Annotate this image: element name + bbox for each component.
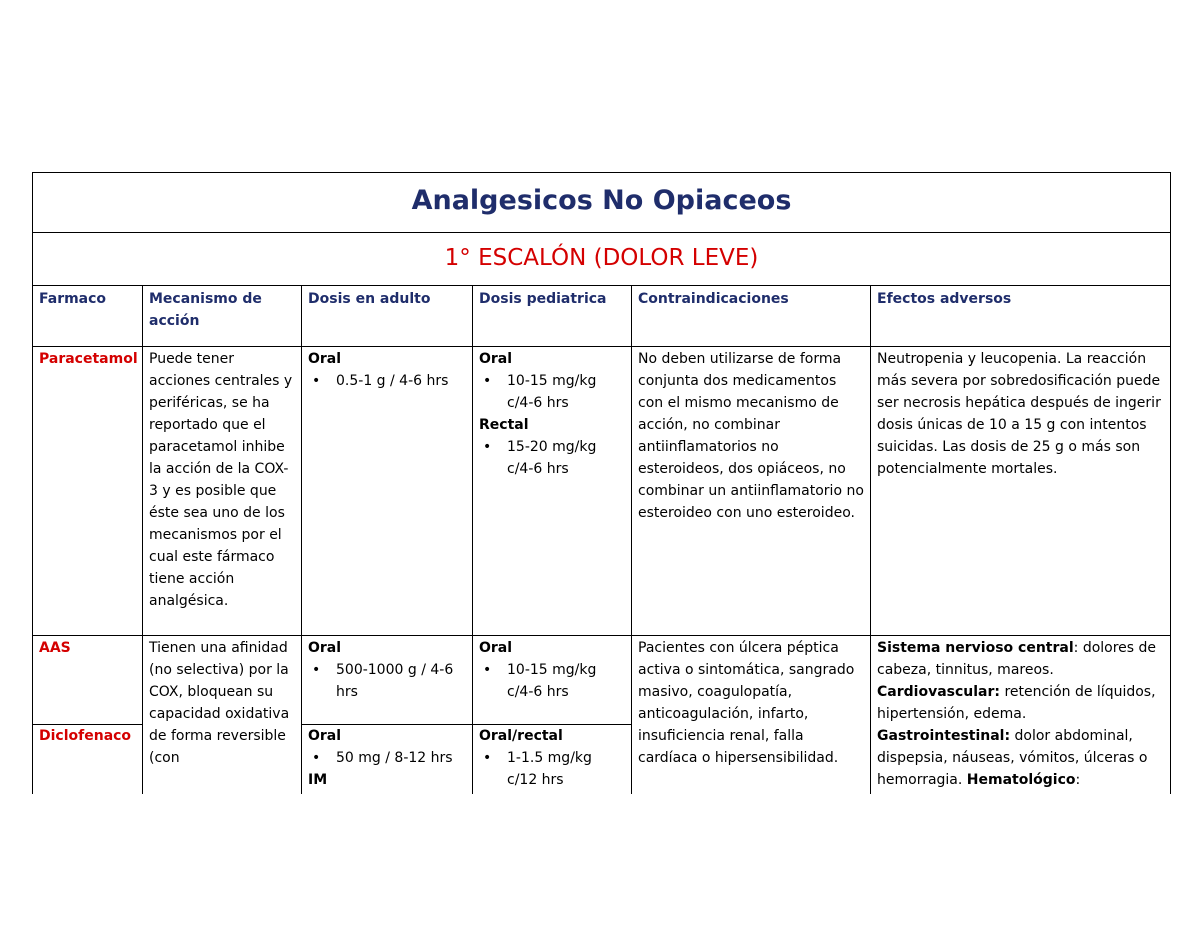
- dose-item: • 1-1.5 mg/kg c/12 hrs: [507, 747, 625, 791]
- effect-text: dolor abdominal, dispepsia, náuseas, vómitos, úlceras o hemorragia.: [877, 728, 1148, 788]
- effect-label: Sistema nervioso central: [877, 640, 1074, 656]
- drug-name: Diclofenaco: [39, 728, 132, 744]
- header-mecanismo: Mecanismo de acción: [143, 286, 302, 347]
- route-label: IM: [308, 772, 328, 788]
- drug-cell: [33, 347, 143, 636]
- effect-text: : dolores de cabeza, tinnitus, mareos.: [877, 640, 1157, 678]
- document-page: [32, 172, 1171, 794]
- header-contraindicaciones: Contraindicaciones: [632, 286, 871, 347]
- header-row: [33, 286, 1171, 347]
- route-label: Oral: [308, 351, 342, 367]
- header-efectos: Efectos adversos: [871, 286, 1171, 347]
- drug-name: AAS: [39, 640, 71, 656]
- dose-item: • 10-15 mg/kg c/4-6 hrs: [507, 370, 625, 414]
- dose-item: • 0.5-1 g / 4-6 hrs: [336, 370, 466, 392]
- effect-text: retención de líquidos, hipertensión, edema.: [877, 684, 1156, 722]
- effect-label: Hematológico: [966, 772, 1076, 788]
- efectos-cell: Neutropenia y leucopenia. La reacción más severa por sobredosificación puede ser necrosis hepática después de ingerir dosis únicas de 10 a 15 g con intentos suicidas. Las dosis de 25 g o más son potencialmente mortales.: [871, 347, 1171, 636]
- table-title: Analgesicos No Opiaceos: [411, 184, 792, 216]
- drug-name: Paracetamol: [39, 351, 138, 367]
- efectos-cell: [871, 636, 1171, 795]
- contraindicaciones-cell: Pacientes con úlcera péptica activa o sintomática, sangrado masivo, coagulopatía, anticoagulación, infarto, insuficiencia renal, falla cardíaca o hipersensibilidad.: [632, 636, 871, 795]
- mecanismo-cell: Tienen una afinidad (no selectiva) por la COX, bloquean su capacidad oxidativa de forma reversible (con: [143, 636, 302, 795]
- table-row: [33, 636, 1171, 795]
- effect-text: :: [1075, 772, 1081, 788]
- dose-list: [479, 436, 625, 480]
- dosis-pediatrica-cell: [473, 347, 632, 636]
- drug-cell: [33, 636, 143, 795]
- dose-list: [308, 370, 466, 392]
- dose-list: [308, 659, 466, 703]
- route-label: Oral: [479, 351, 513, 367]
- header-dosis-adulto: Dosis en adulto: [302, 286, 473, 347]
- dose-list: [479, 747, 625, 791]
- dose-item: • 500-1000 g / 4-6 hrs: [336, 659, 466, 703]
- header-dosis-pediatrica: Dosis pediatrica: [473, 286, 632, 347]
- dose-item: • 15-20 mg/kg c/4-6 hrs: [507, 436, 625, 480]
- effect-label: Gastrointestinal:: [877, 728, 1011, 744]
- dosis-adulto-cell: [302, 347, 473, 636]
- dosis-adulto-cell: [302, 636, 473, 795]
- subtitle-cell: [33, 233, 1171, 286]
- dose-list: [479, 370, 625, 414]
- dose-list: [479, 659, 625, 703]
- route-label: Oral: [308, 640, 342, 656]
- header-farmaco: Farmaco: [33, 286, 143, 347]
- title-cell: [33, 173, 1171, 233]
- table-subtitle: 1° ESCALÓN (DOLOR LEVE): [444, 244, 759, 271]
- dose-item: • 50 mg / 8-12 hrs: [336, 747, 466, 769]
- route-label: Oral/rectal: [479, 728, 563, 744]
- dosis-pediatrica-cell: [473, 636, 632, 795]
- route-label: Rectal: [479, 417, 529, 433]
- dose-block: [479, 725, 625, 791]
- mecanismo-cell: Puede tener acciones centrales y periféricas, se ha reportado que el paracetamol inhibe la acción de la COX-3 y es posible que éste sea uno de los mecanismos por el cual este fármaco tiene acción analgésica.: [143, 347, 302, 636]
- route-label: Oral: [308, 728, 342, 744]
- route-label: Oral: [479, 640, 513, 656]
- dose-list: [308, 747, 466, 769]
- dose-block: [308, 725, 466, 791]
- contraindicaciones-cell: No deben utilizarse de forma conjunta dos medicamentos con el mismo mecanismo de acción, no combinar antiinflamatorios no esteroideos, dos opiáceos, no combinar un antiinflamatorio no esteroideo con uno esteroideo.: [632, 347, 871, 636]
- analgesics-table: [32, 172, 1171, 794]
- effect-label: Cardiovascular:: [877, 684, 1000, 700]
- dose-item: • 10-15 mg/kg c/4-6 hrs: [507, 659, 625, 703]
- table-row: [33, 347, 1171, 636]
